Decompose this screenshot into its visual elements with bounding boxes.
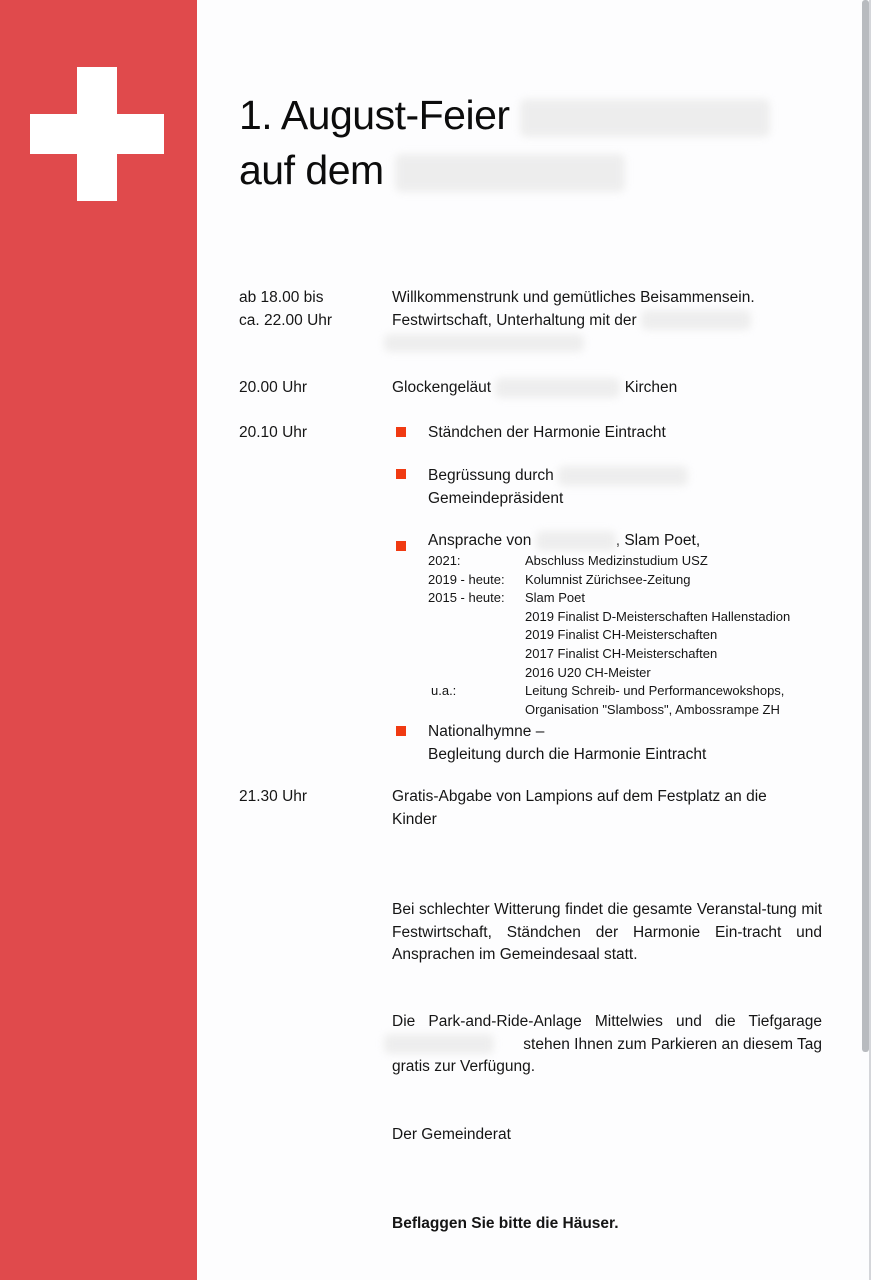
bullet-square-icon	[396, 726, 406, 736]
bio-label	[428, 645, 525, 664]
bio-row	[428, 664, 790, 683]
bullet-square-icon	[396, 469, 406, 479]
bullet-square-icon	[396, 541, 406, 551]
bio-row	[428, 701, 790, 720]
bio-row	[428, 552, 790, 571]
scrollbar-thumb[interactable]	[862, 0, 869, 1052]
item-text: Begrüssung durch	[428, 467, 554, 484]
description-line: Festwirtschaft, Unterhaltung mit der	[392, 311, 637, 329]
bio-value: 2019 Finalist CH-Meisterschaften	[525, 627, 718, 643]
redacted-text	[384, 1034, 494, 1054]
bullet-square-icon	[396, 427, 406, 437]
redacted-text	[384, 334, 584, 352]
swiss-cross-icon-horizontal	[30, 114, 164, 154]
bio-value: Slam Poet	[525, 590, 585, 606]
schedule-description	[392, 786, 767, 831]
bio-row	[428, 645, 790, 664]
bio-row	[428, 608, 790, 627]
bio-label	[428, 701, 525, 720]
description-line: Kinder	[392, 810, 437, 828]
item-text: Nationalhymne –	[428, 723, 545, 740]
bio-value: Kolumnist Zürichsee-Zeitung	[525, 571, 691, 587]
bio-label: 2019 - heute:	[428, 571, 505, 587]
program-item: Ständchen der Harmonie Eintracht	[428, 424, 666, 441]
signature: Der Gemeinderat	[392, 1126, 511, 1143]
redacted-text	[495, 378, 620, 398]
item-text: Ansprache von	[428, 532, 532, 549]
description-line: Willkommenstrunk und gemütliches Beisammensein.	[392, 289, 755, 306]
page-title	[239, 88, 770, 198]
bio-label	[428, 664, 525, 683]
closing-note: Beflaggen Sie bitte die Häuser.	[392, 1215, 619, 1232]
bio-row	[428, 589, 790, 608]
description-text: Glockengeläut	[392, 379, 492, 396]
program-item	[428, 465, 688, 510]
bio-label: u.a.:	[431, 683, 457, 699]
bio-label	[428, 608, 525, 627]
schedule-description	[392, 377, 677, 400]
schedule-time	[239, 287, 332, 332]
time-line: ab 18.00 bis	[239, 289, 324, 306]
bio-value: 2017 Finalist CH-Meisterschaften	[525, 645, 718, 661]
schedule-description	[392, 287, 755, 355]
redacted-text	[536, 531, 616, 551]
bio-row	[428, 626, 790, 645]
redacted-text	[641, 310, 751, 330]
item-text: Gemeindepräsident	[428, 489, 564, 507]
title-line-2: auf dem	[239, 147, 384, 193]
bio-value: Leitung Schreib- und Performancewokshops,	[525, 683, 785, 699]
parking-line: stehen Ihnen zum Parkieren an diesem Tag	[523, 1035, 822, 1053]
parking-note	[392, 1011, 822, 1079]
schedule-time: 21.30 Uhr	[239, 788, 308, 805]
weather-note: Bei schlechter Witterung findet die gesamte Veranstal-tung mit Festwirtschaft, Ständchen der Harmonie Ein-tracht und Ansprachen im Gemeindesaal statt.	[392, 901, 822, 963]
schedule-time: 20.00 Uhr	[239, 379, 308, 396]
redacted-text	[558, 466, 688, 486]
description-text: Kirchen	[624, 379, 678, 396]
bio-value: Organisation "Slamboss", Ambossrampe ZH	[525, 701, 780, 717]
speaker-bio	[428, 552, 790, 719]
title-line-1: 1. August-Feier	[239, 92, 510, 138]
program-item	[428, 530, 700, 553]
bio-row	[428, 682, 790, 701]
program-item	[428, 721, 706, 766]
redacted-text	[520, 99, 770, 137]
bio-label: 2021:	[428, 553, 461, 568]
bio-label	[428, 626, 525, 645]
bio-label: 2015 - heute:	[428, 590, 505, 606]
description-line: Gratis-Abgabe von Lampions auf dem Festplatz an die	[392, 788, 767, 805]
redacted-text	[395, 154, 625, 192]
bio-value: 2016 U20 CH-Meister	[525, 664, 651, 680]
item-text: , Slam Poet,	[615, 532, 701, 549]
item-text: Begleitung durch die Harmonie Eintracht	[428, 745, 707, 763]
bio-value: 2019 Finalist D-Meisterschaften Hallenstadion	[525, 608, 791, 624]
parking-line: gratis zur Verfügung.	[392, 1058, 536, 1075]
parking-line: Die Park-and-Ride-Anlage Mittelwies und die Tiefgarage	[392, 1013, 822, 1030]
bio-row	[428, 571, 790, 590]
time-line: ca. 22.00 Uhr	[239, 311, 333, 329]
schedule-time: 20.10 Uhr	[239, 424, 308, 441]
red-sidebar-band	[0, 0, 197, 1280]
bio-value: Abschluss Medizinstudium USZ	[525, 553, 708, 568]
